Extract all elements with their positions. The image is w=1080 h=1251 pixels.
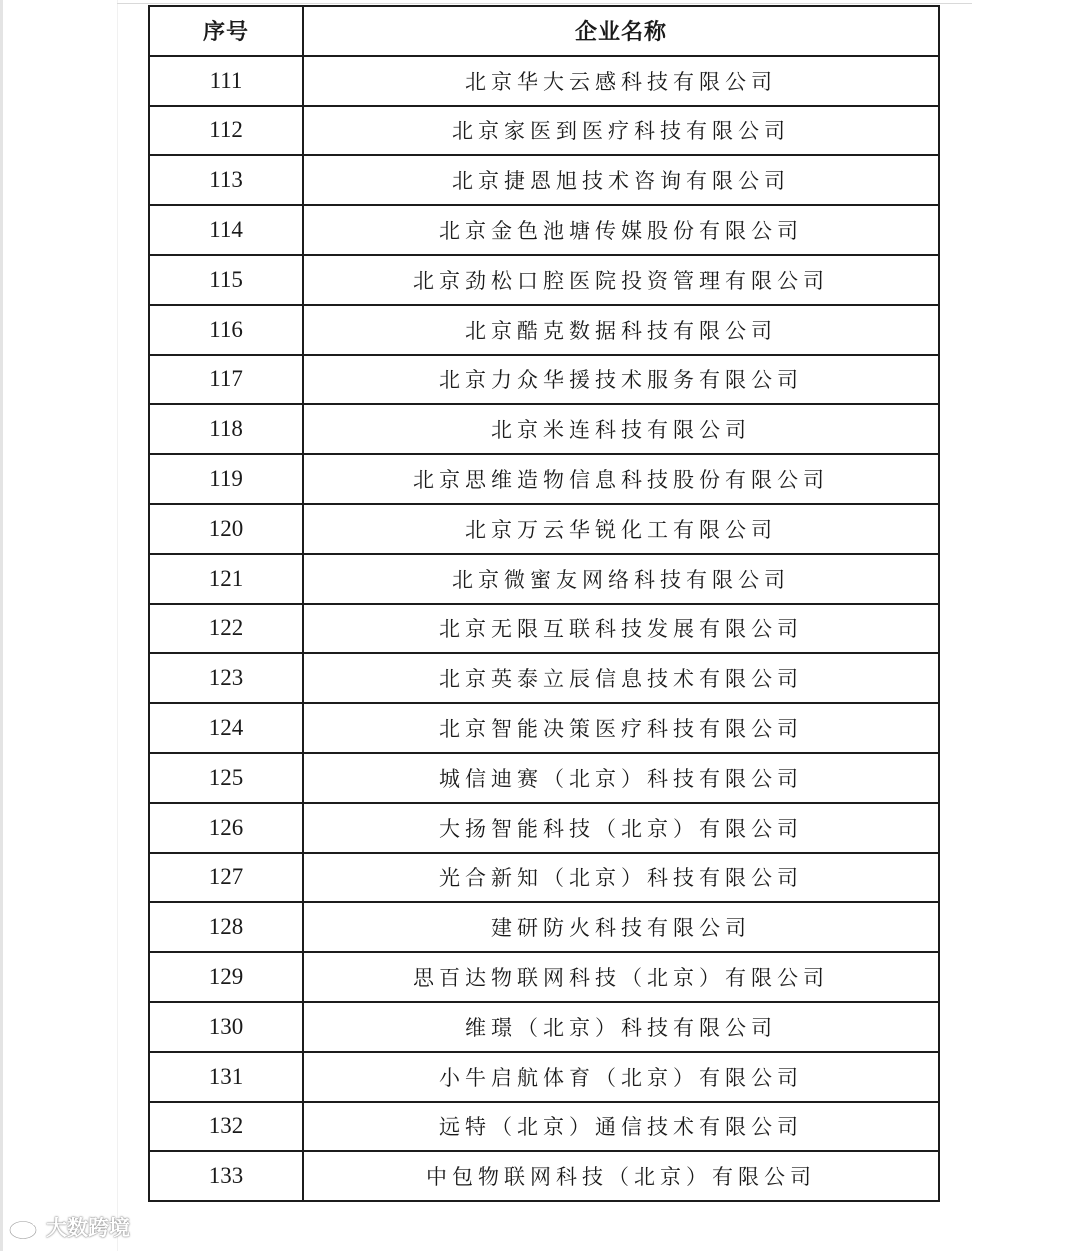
row-index: 119 bbox=[149, 454, 303, 504]
row-company-name: 远特（北京）通信技术有限公司 bbox=[303, 1102, 939, 1152]
table-row bbox=[149, 56, 939, 106]
row-index: 123 bbox=[149, 653, 303, 703]
table-row bbox=[149, 703, 939, 753]
page-edge-shadow bbox=[0, 0, 3, 1251]
table-body bbox=[149, 56, 939, 1201]
row-company-name: 北京金色池塘传媒股份有限公司 bbox=[303, 205, 939, 255]
row-company-name: 光合新知（北京）科技有限公司 bbox=[303, 853, 939, 903]
row-company-name: 北京华大云感科技有限公司 bbox=[303, 56, 939, 106]
table-row bbox=[149, 1102, 939, 1152]
table-row bbox=[149, 1151, 939, 1201]
weibo-logo-icon bbox=[8, 1214, 42, 1240]
table-row bbox=[149, 255, 939, 305]
row-index: 111 bbox=[149, 56, 303, 106]
row-index: 130 bbox=[149, 1002, 303, 1052]
table-row bbox=[149, 355, 939, 405]
row-company-name: 小牛启航体育（北京）有限公司 bbox=[303, 1052, 939, 1102]
table-row bbox=[149, 653, 939, 703]
row-company-name: 北京家医到医疗科技有限公司 bbox=[303, 106, 939, 156]
table-row bbox=[149, 454, 939, 504]
row-company-name: 北京劲松口腔医院投资管理有限公司 bbox=[303, 255, 939, 305]
page-margin-line bbox=[117, 0, 118, 1251]
table-row bbox=[149, 952, 939, 1002]
table-header-row bbox=[149, 6, 939, 56]
row-company-name: 北京微蜜友网络科技有限公司 bbox=[303, 554, 939, 604]
row-company-name: 维璟（北京）科技有限公司 bbox=[303, 1002, 939, 1052]
row-index: 125 bbox=[149, 753, 303, 803]
row-index: 132 bbox=[149, 1102, 303, 1152]
table-row bbox=[149, 106, 939, 156]
page-top-rule bbox=[117, 3, 972, 4]
row-company-name: 建研防火科技有限公司 bbox=[303, 902, 939, 952]
row-index: 114 bbox=[149, 205, 303, 255]
row-company-name: 北京思维造物信息科技股份有限公司 bbox=[303, 454, 939, 504]
row-company-name: 北京米连科技有限公司 bbox=[303, 404, 939, 454]
table-row bbox=[149, 504, 939, 554]
row-company-name: 思百达物联网科技（北京）有限公司 bbox=[303, 952, 939, 1002]
row-company-name: 大扬智能科技（北京）有限公司 bbox=[303, 803, 939, 853]
row-index: 121 bbox=[149, 554, 303, 604]
row-index: 131 bbox=[149, 1052, 303, 1102]
row-index: 126 bbox=[149, 803, 303, 853]
table-row bbox=[149, 1052, 939, 1102]
row-index: 124 bbox=[149, 703, 303, 753]
row-company-name: 城信迪赛（北京）科技有限公司 bbox=[303, 753, 939, 803]
watermark-text: 大数跨境 bbox=[46, 1216, 130, 1240]
table-row bbox=[149, 404, 939, 454]
table-row bbox=[149, 853, 939, 903]
table-row bbox=[149, 902, 939, 952]
table-row bbox=[149, 604, 939, 654]
row-index: 117 bbox=[149, 355, 303, 405]
row-index: 133 bbox=[149, 1151, 303, 1201]
company-list-table bbox=[148, 5, 940, 1202]
row-index: 129 bbox=[149, 952, 303, 1002]
row-company-name: 中包物联网科技（北京）有限公司 bbox=[303, 1151, 939, 1201]
row-index: 112 bbox=[149, 106, 303, 156]
table-row bbox=[149, 753, 939, 803]
row-company-name: 北京酷克数据科技有限公司 bbox=[303, 305, 939, 355]
row-index: 122 bbox=[149, 604, 303, 654]
row-index: 127 bbox=[149, 853, 303, 903]
table-row bbox=[149, 1002, 939, 1052]
row-company-name: 北京智能决策医疗科技有限公司 bbox=[303, 703, 939, 753]
row-index: 128 bbox=[149, 902, 303, 952]
header-company-name: 企业名称 bbox=[303, 6, 939, 56]
row-index: 116 bbox=[149, 305, 303, 355]
row-index: 118 bbox=[149, 404, 303, 454]
table-row bbox=[149, 205, 939, 255]
row-company-name: 北京英泰立辰信息技术有限公司 bbox=[303, 653, 939, 703]
header-index: 序号 bbox=[149, 6, 303, 56]
table-row bbox=[149, 155, 939, 205]
row-company-name: 北京无限互联科技发展有限公司 bbox=[303, 604, 939, 654]
table-row bbox=[149, 803, 939, 853]
watermark bbox=[8, 1212, 130, 1242]
row-company-name: 北京捷恩旭技术咨询有限公司 bbox=[303, 155, 939, 205]
row-company-name: 北京万云华锐化工有限公司 bbox=[303, 504, 939, 554]
row-index: 120 bbox=[149, 504, 303, 554]
row-index: 115 bbox=[149, 255, 303, 305]
row-company-name: 北京力众华援技术服务有限公司 bbox=[303, 355, 939, 405]
table-row bbox=[149, 305, 939, 355]
table-row bbox=[149, 554, 939, 604]
row-index: 113 bbox=[149, 155, 303, 205]
